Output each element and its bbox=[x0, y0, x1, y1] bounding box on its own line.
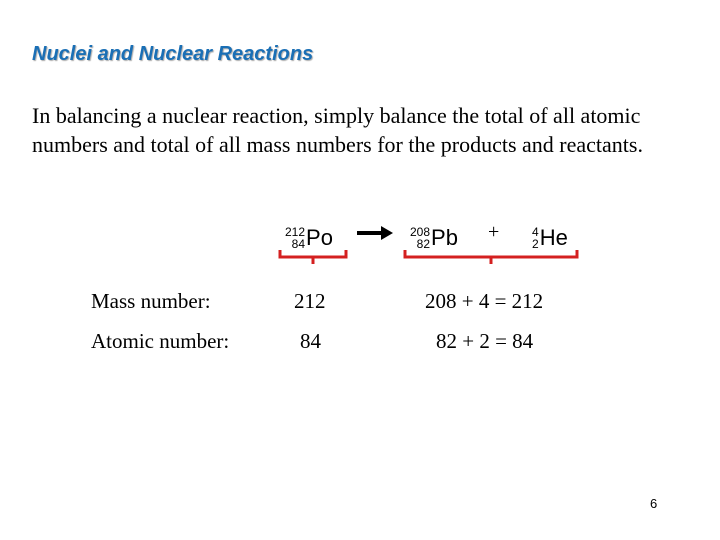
mass-number-label: Mass number: bbox=[91, 289, 211, 313]
plus-sign: + bbox=[488, 221, 500, 243]
atomic-number: 84 bbox=[291, 237, 306, 251]
mass-number: 212 bbox=[285, 225, 306, 239]
products-bracket bbox=[403, 250, 579, 266]
atomic-number-products: 82 + 2 = 84 bbox=[436, 329, 534, 353]
reaction-arrow-icon bbox=[357, 224, 393, 242]
element-symbol: Po bbox=[306, 225, 333, 250]
element-symbol: Pb bbox=[431, 225, 458, 250]
reactant-bracket bbox=[278, 250, 348, 266]
mass-number-reactant: 212 bbox=[294, 289, 326, 313]
atomic-number: 2 bbox=[532, 237, 539, 251]
body-text: In balancing a nuclear reaction, simply balance the total of all atomic numbers and total of all mass numbers for the products and reactants. bbox=[32, 103, 643, 157]
slide-title: Nuclei and Nuclear Reactions bbox=[32, 43, 314, 65]
atomic-number-label: Atomic number: bbox=[91, 329, 230, 353]
page-number: 6 bbox=[650, 496, 658, 511]
element-symbol: He bbox=[539, 225, 568, 250]
mass-number: 4 bbox=[532, 225, 539, 239]
mass-number: 208 bbox=[410, 225, 431, 239]
atomic-number-reactant: 84 bbox=[300, 329, 321, 353]
nuclide-polonium bbox=[285, 216, 333, 251]
nuclide-lead bbox=[410, 216, 458, 251]
atomic-number: 82 bbox=[416, 237, 431, 251]
mass-number-products: 208 + 4 = 212 bbox=[425, 289, 544, 313]
nuclide-helium bbox=[532, 216, 568, 251]
